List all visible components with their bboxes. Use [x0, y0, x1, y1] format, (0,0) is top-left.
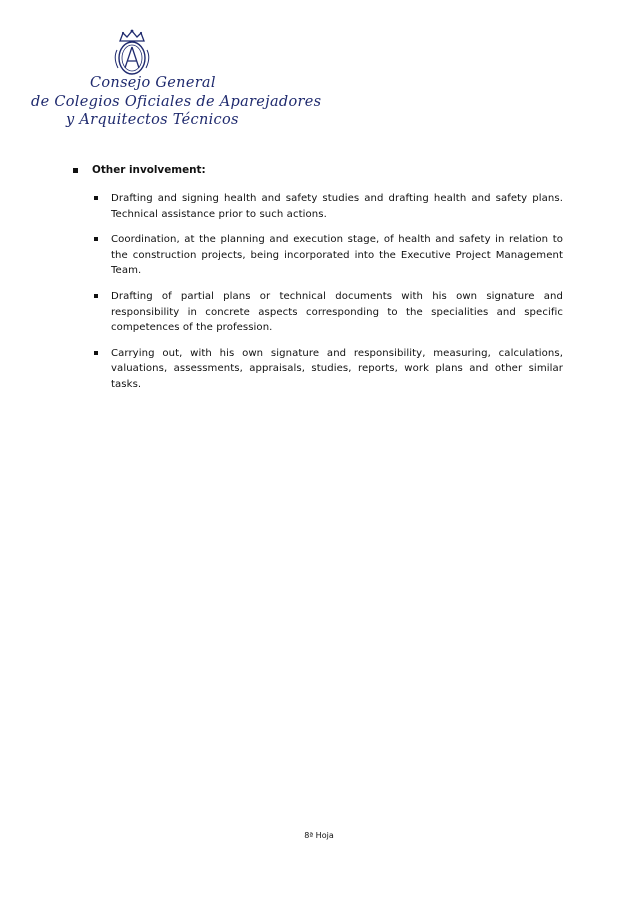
- square-bullet-icon: [94, 196, 98, 200]
- list-item: [73, 289, 563, 336]
- page-number: 8ª Hoja: [304, 831, 334, 840]
- organization-logo: [0, 28, 322, 133]
- list-item: [73, 346, 563, 393]
- section-heading: Other involvement:: [92, 164, 206, 176]
- square-bullet-icon: [94, 351, 98, 355]
- list-item-text: Drafting and signing health and safety studies and drafting health and safety plans. Technical assistance prior to such actions.: [111, 193, 563, 220]
- list-item-text: Drafting of partial plans or technical documents with his own signature and responsibility in concrete aspects corresponding to the specialities and specific competences of the profession.: [111, 290, 563, 334]
- logo-text-line-1: Consejo General: [90, 75, 216, 91]
- crest-emblem-icon: [112, 28, 152, 80]
- square-bullet-icon: [73, 168, 78, 173]
- square-bullet-icon: [94, 294, 98, 298]
- logo-text-line-3: y Arquitectos Técnicos: [66, 112, 239, 128]
- logo-text-line-2: de Colegios Oficiales de Aparejadores: [31, 94, 322, 110]
- section-heading-row: [73, 164, 563, 176]
- square-bullet-icon: [94, 237, 98, 241]
- list-item-text: Carrying out, with his own signature and responsibility, measuring, calculations, valuations, assessments, appraisals, studies, reports, work plans and other similar tasks.: [111, 347, 563, 390]
- list-item: [73, 191, 563, 222]
- document-body: [73, 164, 563, 403]
- list-item-text: Coordination, at the planning and execution stage, of health and safety in relation to the construction projects, being incorporated into the Executive Project Management Team.: [111, 234, 563, 277]
- bullet-list: [73, 191, 563, 393]
- list-item: [73, 232, 563, 279]
